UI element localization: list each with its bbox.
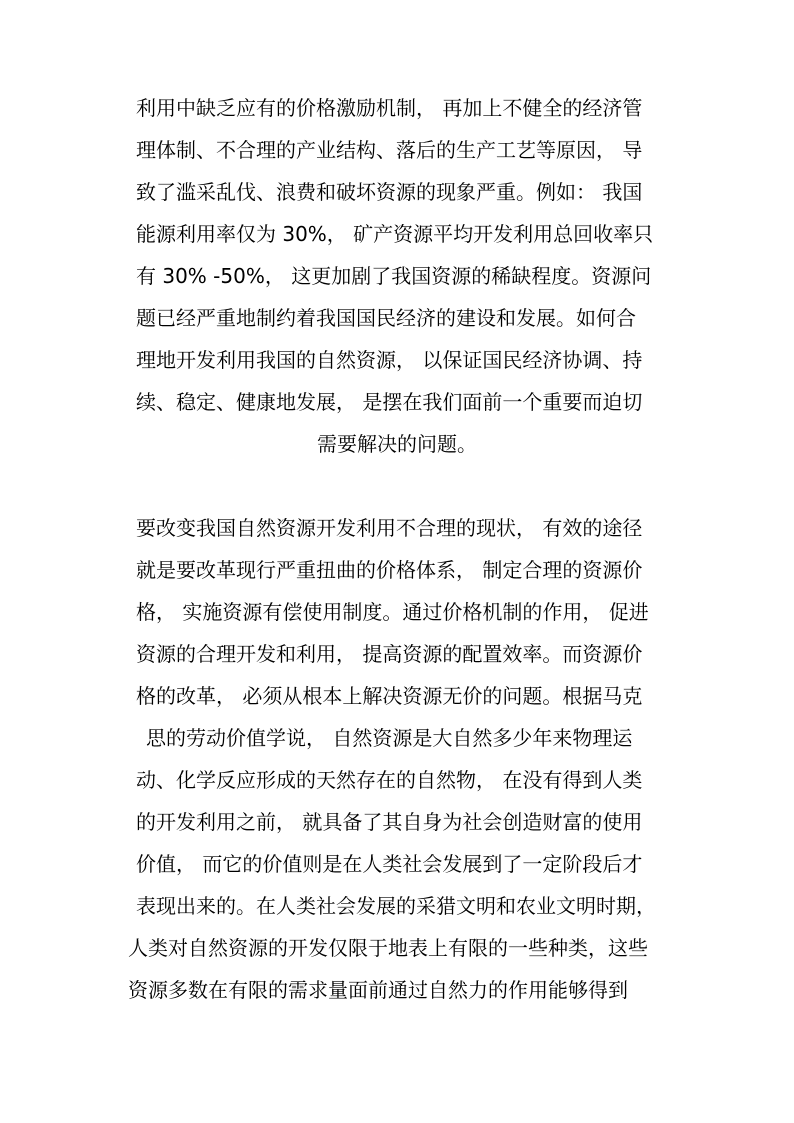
paragraph-1-line-8: 续、稳定、健康地发展， 是摆在我们面前一个重要而迫切 [136,390,643,414]
paragraph-1-line-3: 致了滥采乱伐、浪费和破坏资源的现象严重。例如： 我国 [136,180,643,204]
paragraph-2-line-10: 表现出来的。在人类社会发展的采猎文明和农业文明时期， [136,894,656,918]
paragraph-2-line-11: 人类对自然资源的开发仅限于地表上有限的一些种类，这些 [128,936,648,960]
paragraph-2-line-7: 动、化学反应形成的天然存在的自然物， 在没有得到人类 [136,768,643,792]
paragraph-2-line-9: 价值， 而它的价值则是在人类社会发展到了一定阶段后才 [136,852,643,876]
paragraph-2-line-8: 的开发利用之前， 就具备了其自身为社会创造财富的使用 [136,810,643,834]
paragraph-1-line-1: 利用中缺乏应有的价格激励机制， 再加上不健全的经济管 [136,96,643,120]
paragraph-2-line-12: 资源多数在有限的需求量面前通过自然力的作用能够得到 [128,978,628,1002]
paragraph-1-line-4: 能源利用率仅为 30%， 矿产资源平均开发利用总回收率只 [136,222,654,246]
paragraph-2-line-2: 就是要改革现行严重扭曲的价格体系， 制定合理的资源价 [136,558,643,582]
paragraph-1-line-2: 理体制、不合理的产业结构、落后的生产工艺等原因， 导 [136,138,643,162]
paragraph-2-line-1: 要改变我国自然资源开发利用不合理的现状， 有效的途径 [136,516,643,540]
paragraph-1-line-7: 理地开发利用我国的自然资源， 以保证国民经济协调、持 [136,348,643,372]
paragraph-2-line-4: 资源的合理开发和利用， 提高资源的配置效率。而资源价 [136,642,643,666]
paragraph-1-line-5: 有 30% -50%， 这更加剧了我国资源的稀缺程度。资源问 [136,264,652,288]
paragraph-1-line-9: 需要解决的问题。 [317,432,477,456]
paragraph-1-line-6: 题已经严重地制约着我国国民经济的建设和发展。如何合 [136,306,636,330]
paragraph-2-line-5: 格的改革， 必须从根本上解决资源无价的问题。根据马克 [136,684,643,708]
paragraph-2-line-3: 格， 实施资源有偿使用制度。通过价格机制的作用， 促进 [136,600,649,624]
paragraph-2-line-6: 思的劳动价值学说， 自然资源是大自然多少年来物理运 [146,726,633,750]
